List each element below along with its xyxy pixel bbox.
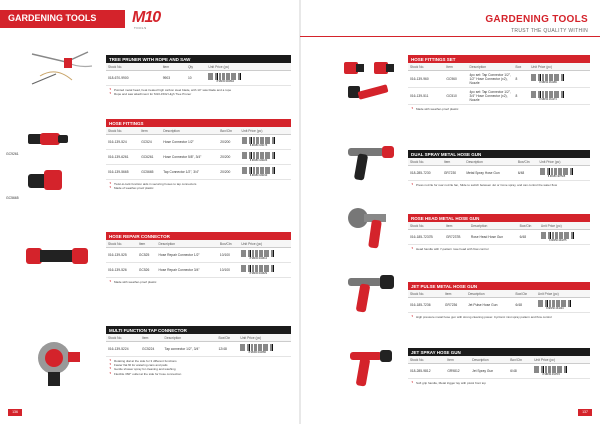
header-subtitle: TRUST THE QUALITY WITHIN bbox=[511, 28, 588, 34]
barcode: 8 98150 434190 bbox=[242, 167, 276, 177]
section-title: TREE PRUNER WITH ROPE AND SAW bbox=[106, 55, 291, 63]
barcode: 8 98150 434183 bbox=[242, 152, 276, 162]
header-title: GARDENING TOOLS bbox=[485, 14, 588, 25]
list-item: ▼ Gentle shower spray for cleaning and washing bbox=[109, 367, 288, 371]
col-header: Qty bbox=[186, 63, 206, 71]
col-header: Item bbox=[140, 334, 163, 342]
list-item: ▼ Flexible 360° outlet at the side for hose connection bbox=[109, 372, 288, 376]
feature-list bbox=[106, 180, 291, 192]
jet-pulse-gun-image bbox=[344, 270, 400, 316]
table-row: 018-285-9812 GR9812 Jet Spray Gun 6/48 8 98150 434715 bbox=[408, 364, 590, 379]
section-title: JET SPRAY HOSE GUN bbox=[408, 348, 590, 356]
table-row: 018-285-7230 GR7230 Metal Spray Hose Gun 6/48 8 98150 467525 bbox=[408, 166, 590, 181]
col-header: Description bbox=[464, 158, 516, 166]
multi-tap-connector-image bbox=[26, 334, 86, 390]
table-row: 016-139-526 GC526 Hose Repair Connector 3/4" 10/100 8 98150 434329 bbox=[106, 263, 291, 278]
product-table bbox=[106, 63, 291, 86]
barcode: 8 98150 434176 bbox=[242, 137, 276, 147]
section-title: JET PULSE METAL HOSE GUN bbox=[408, 282, 590, 290]
page-number: 137 bbox=[578, 409, 592, 416]
barcode: 8 98150 467525 bbox=[540, 168, 574, 178]
table-row: 016-139-5665 GC5665 Tap Connector 1/2", 3/4" 20/200 8 98150 434190 bbox=[106, 165, 291, 180]
product-table bbox=[408, 158, 590, 181]
jet-pulse-section bbox=[408, 282, 590, 321]
list-item: ▼ Faster flat fill for watering cans and pails bbox=[109, 363, 288, 367]
col-header: Unit Price (pc) bbox=[532, 356, 590, 364]
col-header: Unit Price (pc) bbox=[239, 240, 291, 248]
col-header: Unit Price (pc) bbox=[529, 63, 590, 71]
brand-logo: M10 bbox=[132, 9, 161, 26]
rose-head-gun-image bbox=[346, 204, 398, 252]
col-header: Item bbox=[445, 356, 470, 364]
col-header: Unit Price (pc) bbox=[536, 290, 590, 298]
col-header: Description bbox=[466, 290, 513, 298]
col-header: Item bbox=[444, 63, 467, 71]
col-header: Box/Ctn bbox=[514, 290, 536, 298]
table-row: 016-139-5224 GC5224 Tap connector 1/2", 3/4" 12/48 8 98150 434350 bbox=[106, 342, 291, 357]
col-header: Box/Ctn bbox=[218, 127, 239, 135]
section-title: ROSE HEAD METAL HOSE GUN bbox=[408, 214, 590, 222]
col-header: Stock No. bbox=[408, 158, 442, 166]
col-header: Item bbox=[443, 290, 466, 298]
col-header: Description bbox=[161, 127, 218, 135]
product-table bbox=[408, 63, 590, 105]
hose-connector-image bbox=[14, 130, 80, 200]
barcode: 8 98150 434329 bbox=[241, 265, 275, 275]
feature-list bbox=[408, 245, 590, 253]
list-item: ▼ Made of weather-proof plastic bbox=[109, 186, 288, 190]
section-header-bar bbox=[0, 10, 125, 28]
col-header: Description bbox=[157, 240, 218, 248]
list-item: ▼ Made with weather-proof plastic bbox=[411, 107, 587, 111]
col-header: Item bbox=[444, 222, 469, 230]
table-row: 016-139-525 GC525 Hose Repair Connector 1/2" 10/100 8 98150 434312 bbox=[106, 248, 291, 263]
barcode: 8 98150 434715 bbox=[534, 366, 568, 376]
col-header: Unit Price (pc) bbox=[206, 63, 291, 71]
feature-list bbox=[408, 105, 590, 113]
table-row: 016-139-524 GC524 Hose Connector 1/2" 20/200 8 98150 434176 bbox=[106, 135, 291, 150]
list-item: ▼ Press nozzle for rear nozzle fan, Slide to switch between Jet or Cone spray, and can control the water flow bbox=[411, 183, 587, 187]
col-header: Unit Price (pc) bbox=[238, 334, 291, 342]
col-header: Unit Price (pc) bbox=[240, 127, 291, 135]
hose-fittings-set-image bbox=[340, 52, 402, 112]
col-header: Stock No. bbox=[408, 222, 444, 230]
table-row: 016-185-7236 GR7236 Jet Pulse Hose Gun 6/48 8 98150 434404 bbox=[408, 298, 590, 313]
list-item: ▼ Soft grip handle, Metal trigger lay with pistol front top bbox=[411, 381, 587, 385]
product-table bbox=[408, 290, 590, 313]
col-header: Stock No. bbox=[106, 334, 140, 342]
hose-repair-connector-image bbox=[22, 238, 92, 274]
table-row: 016-139-960 GC960 4pc set: Tap Connector 1/2", 1/2" Hose Connector (x2), Nozzle 8 8 98150 434189 bbox=[408, 71, 590, 88]
hose-repair-section bbox=[106, 232, 291, 286]
col-header: Item bbox=[442, 158, 464, 166]
right-page bbox=[300, 0, 600, 424]
col-header: Stock No. bbox=[106, 240, 137, 248]
barcode: 8 98150 484664 bbox=[208, 73, 242, 83]
col-header: Box/Ctn bbox=[508, 356, 532, 364]
col-header: Stock No. bbox=[106, 63, 161, 71]
dual-spray-gun-image bbox=[344, 140, 400, 184]
tree-pruner-image bbox=[26, 46, 98, 86]
table-row: 016-185-7237B GR7237B Rose Head Hose Gun 6/48 8 98150 434275 bbox=[408, 230, 590, 245]
col-header: Description bbox=[469, 222, 518, 230]
tree-pruner-section bbox=[106, 55, 291, 98]
section-title: DUAL SPRAY METAL HOSE GUN bbox=[408, 150, 590, 158]
barcode: 8 98150 434350 bbox=[240, 344, 274, 354]
list-item: ▼ Pointed metal head, heat treated high carbon steel blade, with 14" saw blade and a rope bbox=[109, 88, 288, 92]
col-header: Description bbox=[468, 63, 514, 71]
multi-tap-section bbox=[106, 326, 291, 378]
list-item: ▼ Made with weather-proof plastic bbox=[109, 280, 288, 284]
list-item: ▼ Twist-to-lock function aids in securing hoses to tap connectors bbox=[109, 182, 288, 186]
hose-fittings-section bbox=[106, 119, 291, 192]
product-table bbox=[408, 356, 590, 379]
col-header: Stock No. bbox=[106, 127, 139, 135]
table-row: 018-670-9900 9903 10 8 98150 484664 bbox=[106, 71, 291, 86]
list-item: ▼ Rope and saw attachment for M10-1502 High Tree Pruner bbox=[109, 92, 288, 96]
col-header: Stock No. bbox=[408, 356, 445, 364]
col-header: Unit Price (pc) bbox=[538, 158, 590, 166]
col-header: Description bbox=[470, 356, 508, 364]
col-header: Stock No. bbox=[408, 63, 444, 71]
feature-list bbox=[408, 379, 590, 387]
barcode: 8 98150 434275 bbox=[541, 232, 575, 242]
feature-list bbox=[408, 181, 590, 189]
col-header: Box/Ctn bbox=[218, 240, 239, 248]
col-header: Box bbox=[514, 63, 530, 71]
barcode: 8 98150 434174 bbox=[531, 91, 565, 101]
item-code-label: GC5665 bbox=[6, 196, 19, 200]
feature-list bbox=[106, 86, 291, 98]
col-header: Unit Price (pc) bbox=[539, 222, 590, 230]
section-title: MULTI FUNCTION TAP CONNECTOR bbox=[106, 326, 291, 334]
col-header: Item bbox=[137, 240, 157, 248]
hose-fittings-set-section bbox=[408, 55, 590, 113]
jet-spray-gun-image bbox=[346, 344, 400, 390]
header-title: GARDENING TOOLS bbox=[8, 13, 97, 23]
section-title: HOSE FITTINGS SET bbox=[408, 55, 590, 63]
table-row: 016-139-511 GC510 4pc set: Tap Connector 1/2", 3/4" Hose Connector (x2), Nozzle 8 8 98150 434174 bbox=[408, 88, 590, 105]
col-header: Description bbox=[163, 334, 217, 342]
col-header: Stock No. bbox=[408, 290, 443, 298]
rose-head-section bbox=[408, 214, 590, 253]
dual-spray-section bbox=[408, 150, 590, 189]
col-header: Box/Ctn bbox=[516, 158, 538, 166]
col-header: Box/Ctn bbox=[217, 334, 239, 342]
barcode: 8 98150 434189 bbox=[531, 74, 565, 84]
section-title: HOSE FITTINGS bbox=[106, 119, 291, 127]
brand-logo-sub: TOOLS bbox=[134, 26, 147, 30]
product-table bbox=[106, 240, 291, 278]
jet-spray-section bbox=[408, 348, 590, 387]
barcode: 8 98150 434312 bbox=[241, 250, 275, 260]
item-code-label: GC9261 bbox=[6, 152, 19, 156]
product-table bbox=[106, 334, 291, 357]
feature-list bbox=[106, 357, 291, 378]
barcode: 8 98150 434404 bbox=[538, 300, 572, 310]
product-table bbox=[408, 222, 590, 245]
list-item: ▼ High pressure metal hose gun with strong cleaning power. Cyclonic mist spray pattern and flow control bbox=[411, 315, 587, 319]
col-header: Box/Ctn bbox=[518, 222, 539, 230]
feature-list bbox=[408, 313, 590, 321]
table-row: 016-139-6261 GC6261 Hose Connector 5/8", 3/4" 20/200 8 98150 434183 bbox=[106, 150, 291, 165]
col-header: Item bbox=[139, 127, 161, 135]
feature-list bbox=[106, 278, 291, 286]
list-item: ▼ Head handle with 7-pattern rose head with flow control bbox=[411, 247, 587, 251]
page-number: 136 bbox=[8, 409, 22, 416]
header-rule bbox=[300, 36, 600, 37]
col-header: Item bbox=[161, 63, 186, 71]
list-item: ▼ Rotating dial at the side for 3 different functions bbox=[109, 359, 288, 363]
product-table bbox=[106, 127, 291, 180]
section-title: HOSE REPAIR CONNECTOR bbox=[106, 232, 291, 240]
